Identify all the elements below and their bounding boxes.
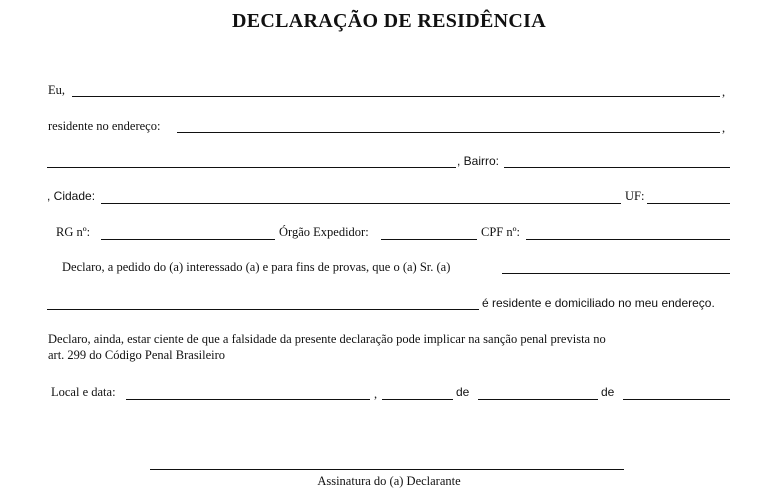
signature-caption: Assinatura do (a) Declarante xyxy=(317,474,461,488)
local-field[interactable] xyxy=(126,399,370,400)
declaro-ainda-line-1: Declaro, ainda, estar ciente de que a falsidade da presente declaração pode implicar na sanção penal prevista no xyxy=(48,332,606,346)
bairro-field[interactable] xyxy=(504,167,730,168)
declaro-ainda-line-2: art. 299 do Código Penal Brasileiro xyxy=(48,348,226,362)
name-field[interactable] xyxy=(72,96,720,97)
day-field[interactable] xyxy=(382,399,453,400)
address-comma: , xyxy=(722,121,726,135)
address-continuation-field[interactable] xyxy=(47,167,456,168)
eu-comma: , xyxy=(722,85,726,99)
declarante-name-field[interactable] xyxy=(502,273,730,274)
residente-label: residente no endereço: xyxy=(48,119,161,133)
cpf-field[interactable] xyxy=(526,239,730,240)
interessado-name-field[interactable] xyxy=(47,309,479,310)
rg-label: RG nº: xyxy=(56,225,91,239)
date-comma: , xyxy=(374,387,378,401)
orgao-field[interactable] xyxy=(381,239,477,240)
cidade-field[interactable] xyxy=(101,203,621,204)
eu-label: Eu, xyxy=(48,83,66,97)
uf-field[interactable] xyxy=(647,203,730,204)
de-label-1: de xyxy=(456,385,470,399)
orgao-label: Órgão Expedidor: xyxy=(279,225,369,239)
uf-label: UF: xyxy=(625,189,645,203)
month-field[interactable] xyxy=(478,399,598,400)
local-data-label: Local e data: xyxy=(51,385,116,399)
document-title: DECLARAÇÃO DE RESIDÊNCIA xyxy=(232,10,546,32)
cpf-label: CPF nº: xyxy=(481,225,520,239)
signature-line[interactable] xyxy=(150,469,624,470)
residente-domiciliado-text: é residente e domiciliado no meu endereço. xyxy=(482,296,715,310)
de-label-2: de xyxy=(601,385,615,399)
address-field[interactable] xyxy=(177,132,720,133)
declaro-text: Declaro, a pedido do (a) interessado (a) e para fins de provas, que o (a) Sr. (a) xyxy=(62,260,451,274)
rg-field[interactable] xyxy=(101,239,275,240)
cidade-label: , Cidade: xyxy=(47,189,96,203)
year-field[interactable] xyxy=(623,399,730,400)
bairro-label: , Bairro: xyxy=(457,154,500,168)
